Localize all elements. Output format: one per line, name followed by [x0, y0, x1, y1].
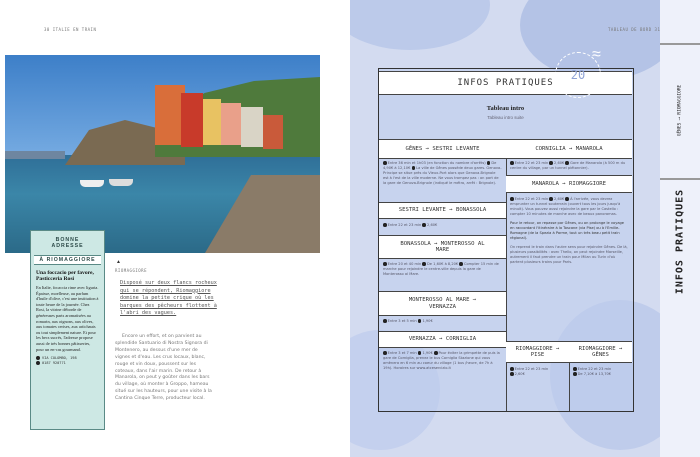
duration: Entre 3 et 7 min [387, 351, 417, 355]
clock-icon [383, 161, 387, 165]
stamp-number: 20 [570, 68, 586, 82]
phone-icon [36, 361, 40, 365]
duration: Entre 22 et 23 min [387, 223, 422, 227]
card-phone [31, 361, 104, 365]
clock-icon [383, 262, 387, 266]
route-info [379, 159, 506, 188]
route-header: VERNAZZA → CORNIGLIA [379, 331, 506, 348]
duration: Entre 22 et 23 min [514, 197, 549, 201]
divider [660, 43, 700, 45]
price: 2,60€ [554, 161, 565, 165]
route-header: RIOMAGGIORE → PISE [506, 341, 569, 363]
price: De 7,10€ à 13,70€ [577, 372, 612, 376]
info-icon [565, 161, 569, 165]
note: Gare de Manarola (à 500 m du centre du village, par un tunnel piétonnier). [510, 161, 626, 170]
price: 1,90€ [422, 319, 433, 323]
clock-icon [383, 319, 387, 323]
euro-icon [418, 351, 422, 355]
route-info [379, 349, 506, 373]
card-title: Una foccacio per favore, Pasticceria Rosi [36, 270, 94, 282]
note: Pour éviter la grimpette de puis la gare de Corniglia, prenez le bus Corniglia Stazione qui vous amènera en 6 min au coeur du village (1 bus /heure, de 7h à 19h). Horaires sur www.atcesercizio.it [383, 351, 500, 370]
route-header: SESTRI LEVANTE → BONASSOLA [379, 202, 506, 219]
section-sidebar [660, 0, 700, 457]
duration: Entre 36 min et 1h03 (en fonction du nombre d'arrêts) [387, 161, 486, 165]
euro-icon [487, 161, 491, 165]
duration: Entre 22 et 23 min [514, 367, 549, 371]
duration: Entre 20 et 40 min [387, 262, 422, 266]
phone-text: 0187 920771 [42, 361, 66, 366]
location-pin-icon [36, 356, 40, 360]
duration: Entre 3 et 5 min [387, 319, 417, 323]
note: Compter 15 min de marche pour rejoindre le centre-ville depuis la gare de Monterosso al Mare. [383, 262, 499, 276]
card-address [31, 356, 104, 360]
photo-caption: RIOMAGGIORE [115, 268, 147, 273]
route-to: RIOMAGGIORE [677, 84, 683, 115]
route-header: GÊNES → SESTRI LEVANTE [379, 139, 506, 159]
route-header: MANAROLA → RIOMAGGIORE [506, 175, 632, 193]
route-info [506, 195, 632, 267]
route-info [506, 365, 569, 379]
euro-icon [549, 161, 553, 165]
duration: Entre 22 et 23 min [577, 367, 612, 371]
divider [660, 178, 700, 180]
route-header: MONTEROSSO AL MARE → VERNAZZA [379, 291, 506, 316]
duration: Entre 22 et 23 min [514, 161, 549, 165]
clock-icon [383, 351, 387, 355]
pull-quote: Disposé sur deux flancs rocheux qui se répondent, Riomaggiore domine la petite crique où les barques des pêcheurs flottent à l'abri des vagues. [120, 280, 217, 317]
route-header: CORNIGLIA → MANAROLA [506, 139, 632, 159]
price: 2,60€ [554, 197, 565, 201]
info-icon [459, 262, 463, 266]
note: À l'arrivée, vous devrez emprunter un tunnel souterrain (ouvert tous les jours jusqu'à minuit). Vous pouvez aussi rejoindre la gare par le Castello : compter 10 minutes de marche avec de beaux panoramas. [510, 197, 621, 216]
info-icon [434, 351, 438, 355]
price: De 4,90€ à 12,10€ [383, 161, 497, 170]
intro-subtitle: Tableau intro suite [487, 115, 524, 120]
card-body: En Italie, focaccia rime avec liguria. Épaisse, moelleuse, au parfum d'huile d'olive, c'est une institution à toute heure de la journée. Chez Rosi, la vitrine déborde de généreuses parts aromatisées au romarin, aux oignons, aux olives, aux tomates cerises, aux artichauts ou tout simplement nature. Et pour les becs sucrés, l'adresse propose aussi de très bonnes pâtisseries, pour un en-cas gourmand. [36, 285, 99, 352]
route-info [506, 159, 632, 173]
intro-title: Tableau intro [486, 105, 525, 112]
price: 1,90€ [422, 351, 433, 355]
route-label: GÊNES ⟶ RIOMAGGIORE [677, 84, 683, 137]
route-info [569, 365, 632, 379]
section-title: INFOS PRATIQUES [674, 188, 686, 295]
price: 2,60€ [427, 223, 438, 227]
euro-icon [549, 197, 553, 201]
clock-icon [383, 223, 387, 227]
info-icon [565, 197, 569, 201]
price: De 1,60€ à 8,20€ [427, 262, 459, 266]
body-paragraph: Encore un effort, et on parvient au splendide Santuario di Nostra Signora di Montenero, au dessus d'une mer de vignes et d'eau. Les crus locaux, blanc, rouge et vin doux, poussent sur les coteaux, dans l'air marin. De retour à Manarola, on peut y goûter dans les bars du village, où monter à Groppo, hameau situé sur les hauteurs, pour une visite à la Cantina Cinque Terre, producteur local. [115, 334, 212, 402]
table-title: INFOS PRATIQUES [379, 71, 632, 95]
route-header: RIOMAGGIORE → GÊNES [569, 341, 632, 363]
wave-icon: ≈ [592, 46, 601, 63]
clock-icon [510, 161, 514, 165]
euro-icon [418, 319, 422, 323]
route-header: BONASSOLA → MONTEROSSO AL MARE [379, 235, 506, 259]
card-heading: BONNE ADRESSE [51, 237, 84, 249]
triangle-icon: ▲ [116, 259, 121, 265]
note: La ville de Gênes possède deux gares. Genova-Principe se situe près du Vieux-Port alors que Genova-Brignole est à l'est de la ville moderne. Ne vous trompez pas : on part de la gare de Genova-Brignole (indiqué le métro, arrêt : Brignole). [383, 166, 502, 185]
clock-icon [573, 367, 577, 371]
clock-icon [510, 197, 514, 201]
clock-icon [510, 367, 514, 371]
riomaggiore-photo [5, 55, 320, 253]
card-location: À RIOMAGGIORE [34, 255, 101, 265]
return-paragraph: Pour le retour, on repasse par Gênes, ou on prolonge le voyage en raccordant l'itinéraire à la Toscane (via Pise) ou à l'Emilie-Romagne (de la Spezia à Parme, tout un très beau petit train régional). [510, 221, 625, 240]
info-icon [412, 166, 416, 170]
euro-icon [573, 372, 577, 376]
page-folio: TABLEAU DE BORD 31 [608, 27, 661, 32]
price: 2,60€ [514, 372, 525, 376]
route-info [379, 221, 506, 230]
infos-pratiques-table [378, 68, 634, 412]
page-folio: 30 ITALIE EN TRAIN [44, 27, 97, 32]
euro-icon [422, 223, 426, 227]
bonne-adresse-card [30, 230, 105, 430]
route-info [379, 260, 506, 279]
return-paragraph-2: On reprend le train dans l'autre sens pour rejoindre Gênes. De là, plusieurs possibilités : avec Thello, on peut rejoindre Marseille, autrement il faut prendre un train pour Milan ou Turin d'où partent plusieurs trains pour Paris. [510, 245, 628, 264]
euro-icon [510, 372, 514, 376]
euro-icon [422, 262, 426, 266]
route-info [379, 317, 506, 326]
address-text: VIA COLOMBO, 198 [42, 356, 77, 361]
route-from: GÊNES [677, 122, 683, 137]
